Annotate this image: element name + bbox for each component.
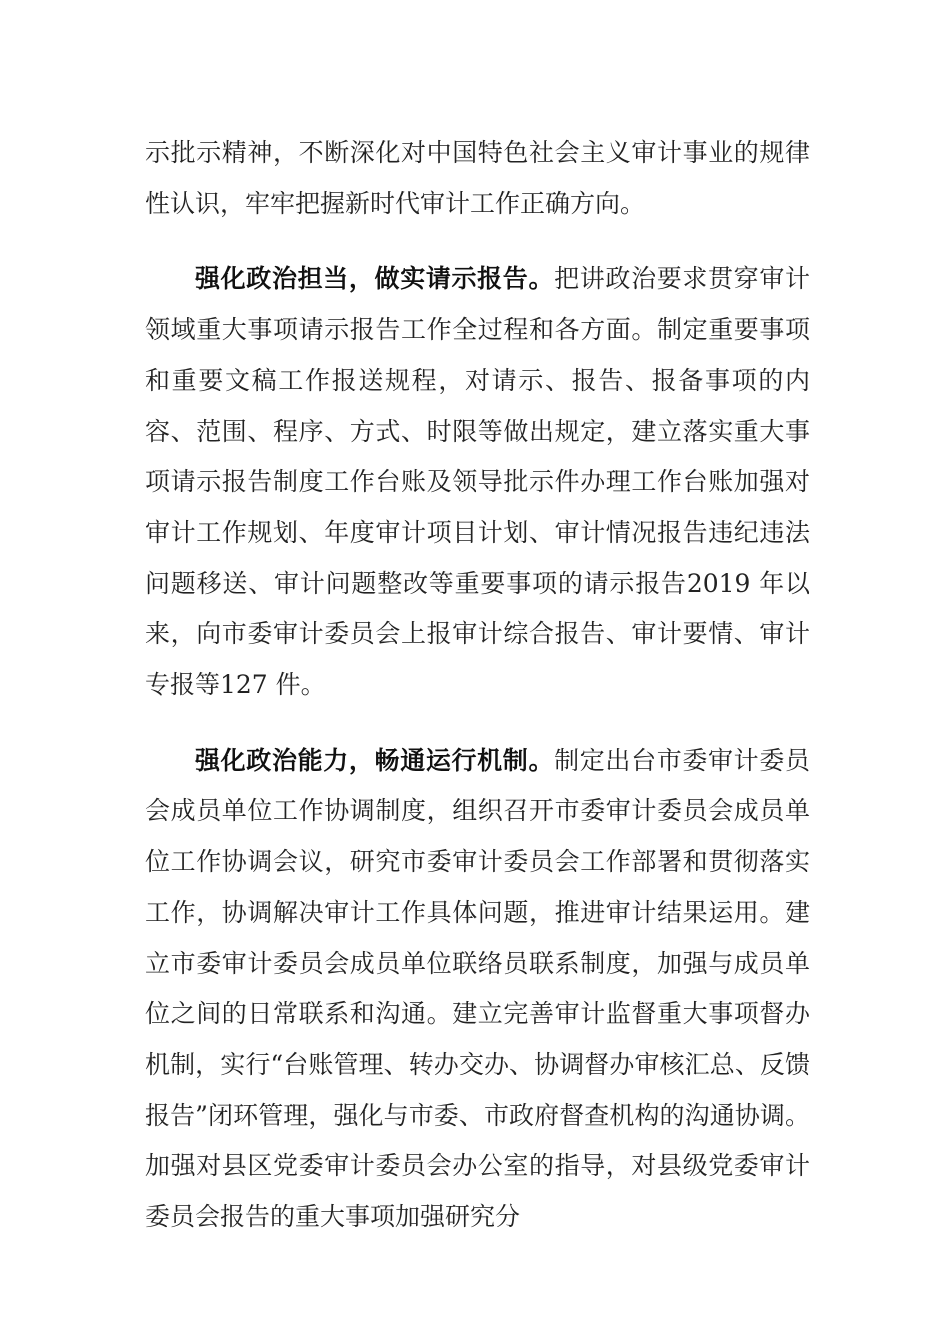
paragraph-text: 示批示精神，不断深化对中国特色社会主义审计事业的规律性认识，牢牢把握新时代审计工作正确方向。 [145,138,810,218]
paragraph-continuation [145,128,810,229]
paragraph-gap [145,229,810,254]
paragraph-gap [145,711,810,736]
paragraph-text: 把讲政治要求贯穿审计领域重大事项请示报告工作全过程和各方面。制定重要事项和重要文稿工作报送规程，对请示、报告、报备事项的内容、范围、程序、方式、时限等做出规定，建立落实重大事项请示报告制度工作台账及领导批示件办理工作台账加强对审计工作规划、年度审计项目计划、审计情况报告违纪违法问题移送、审计问题整改等重要事项的请示报告2019 年以来，向市委审计委员会上报审计综合报告、审计要情、审计专报等127 件。 [145,264,810,700]
paragraph-political-capability [145,736,810,1243]
paragraph-political-responsibility [145,254,810,710]
paragraph-heading: 强化政治能力，畅通运行机制。 [195,745,555,775]
paragraph-heading: 强化政治担当，做实请示报告。 [195,264,555,294]
document-body [145,128,810,1243]
paragraph-text: 制定出台市委审计委员会成员单位工作协调制度，组织召开市委审计委员会成员单位工作协调会议，研究市委审计委员会工作部署和贯彻落实工作，协调解决审计工作具体问题，推进审计结果运用。建立市委审计委员会成员单位联络员联系制度，加强与成员单位之间的日常联系和沟通。建立完善审计监督重大事项督办机制，实行“台账管理、转办交办、协调督办审核汇总、反馈报告”闭环管理，强化与市委、市政府督查机构的沟通协调。加强对县区党委审计委员会办公室的指导，对县级党委审计委员会报告的重大事项加强研究分 [145,745,810,1232]
